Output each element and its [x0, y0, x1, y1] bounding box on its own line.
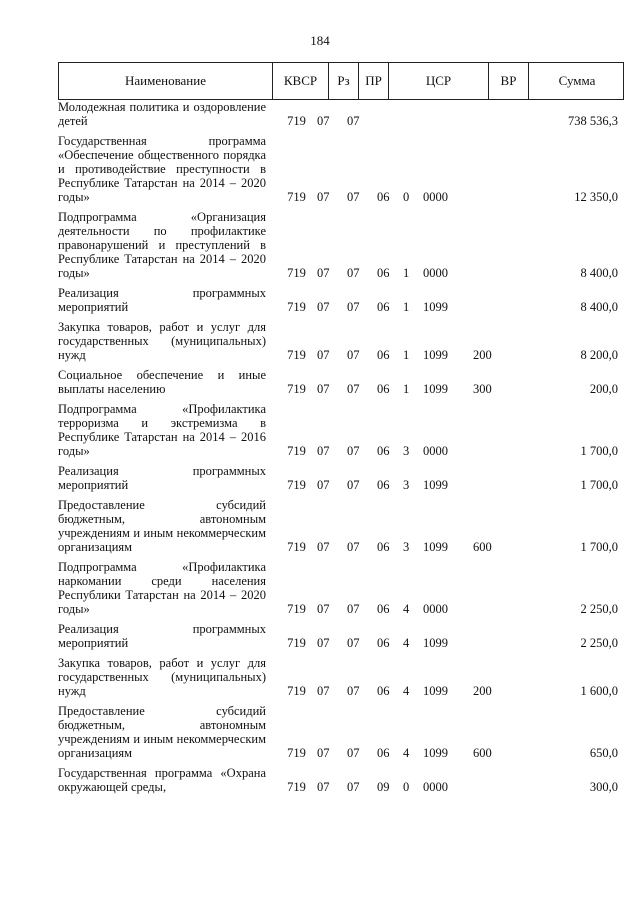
cell-csr3: 1099 [423, 382, 448, 396]
cell-csr2: 1 [403, 382, 410, 396]
cell-csr3: 1099 [423, 540, 448, 554]
cell-kvsr: 719 [287, 348, 306, 362]
cell-csr1: 06 [377, 602, 390, 616]
cell-csr3: 1099 [423, 684, 448, 698]
cell-pr: 07 [347, 348, 360, 362]
cell-csr1: 06 [377, 382, 390, 396]
cell-csr1: 06 [377, 478, 390, 492]
cell-name: Предоставление субсидий бюджетным, автономным учреждениям и иным некоммерческим организациям [58, 498, 266, 554]
table-row [58, 656, 624, 698]
cell-csr2: 4 [403, 636, 410, 650]
cell-sum: 1 700,0 [580, 444, 618, 458]
cell-name: Предоставление субсидий бюджетным, автономным учреждениям и иным некоммерческим организациям [58, 704, 266, 760]
cell-csr1: 06 [377, 190, 390, 204]
table-row [58, 402, 624, 458]
header-csr: ЦСР [389, 63, 489, 99]
cell-csr2: 1 [403, 266, 410, 280]
table-header [58, 62, 624, 100]
table-row [58, 210, 624, 280]
cell-kvsr: 719 [287, 478, 306, 492]
cell-name: Государственная программа «Обеспечение общественного порядка и противодействие преступности в Республике Татарстан на 2014 – 2020 годы» [58, 134, 266, 204]
cell-kvsr: 719 [287, 114, 306, 128]
cell-kvsr: 719 [287, 300, 306, 314]
cell-csr3: 1099 [423, 636, 448, 650]
cell-csr2: 3 [403, 444, 410, 458]
cell-name: Подпрограмма «Профилактика наркомании среди населения Республики Татарстан на 2014 – 2020 годы» [58, 560, 266, 616]
cell-vr: 200 [473, 684, 492, 698]
cell-pr: 07 [347, 636, 360, 650]
table-row [58, 498, 624, 554]
cell-pr: 07 [347, 602, 360, 616]
cell-csr1: 06 [377, 684, 390, 698]
cell-sum: 650,0 [589, 746, 618, 760]
cell-rz: 07 [317, 348, 330, 362]
header-kvsr: КВСР [273, 63, 329, 99]
cell-csr3: 0000 [423, 444, 448, 458]
cell-name: Молодежная политика и оздоровление детей [58, 100, 266, 128]
cell-vr: 600 [473, 540, 492, 554]
cell-csr1: 09 [377, 780, 390, 794]
cell-pr: 07 [347, 266, 360, 280]
cell-csr3: 0000 [423, 602, 448, 616]
cell-kvsr: 719 [287, 636, 306, 650]
cell-rz: 07 [317, 382, 330, 396]
cell-sum: 1 600,0 [580, 684, 618, 698]
header-vr: ВР [489, 63, 529, 99]
cell-rz: 07 [317, 266, 330, 280]
cell-csr1: 06 [377, 348, 390, 362]
cell-kvsr: 719 [287, 746, 306, 760]
cell-rz: 07 [317, 190, 330, 204]
table-row [58, 368, 624, 396]
cell-csr3: 0000 [423, 266, 448, 280]
cell-pr: 07 [347, 780, 360, 794]
cell-csr3: 1099 [423, 300, 448, 314]
table-row [58, 134, 624, 204]
cell-name: Закупка товаров, работ и услуг для государственных (муниципальных) нужд [58, 320, 266, 362]
cell-pr: 07 [347, 746, 360, 760]
cell-csr1: 06 [377, 444, 390, 458]
cell-rz: 07 [317, 684, 330, 698]
cell-rz: 07 [317, 780, 330, 794]
cell-csr3: 0000 [423, 780, 448, 794]
cell-kvsr: 719 [287, 684, 306, 698]
cell-kvsr: 719 [287, 780, 306, 794]
cell-sum: 300,0 [589, 780, 618, 794]
cell-rz: 07 [317, 114, 330, 128]
cell-pr: 07 [347, 190, 360, 204]
cell-csr3: 1099 [423, 746, 448, 760]
cell-rz: 07 [317, 300, 330, 314]
cell-sum: 1 700,0 [580, 540, 618, 554]
cell-sum: 2 250,0 [580, 602, 618, 616]
cell-kvsr: 719 [287, 190, 306, 204]
cell-csr3: 1099 [423, 478, 448, 492]
cell-sum: 8 400,0 [580, 300, 618, 314]
cell-sum: 1 700,0 [580, 478, 618, 492]
cell-csr1: 06 [377, 266, 390, 280]
cell-pr: 07 [347, 684, 360, 698]
cell-csr1: 06 [377, 540, 390, 554]
table-row [58, 100, 624, 128]
cell-csr2: 0 [403, 190, 410, 204]
cell-rz: 07 [317, 746, 330, 760]
cell-kvsr: 719 [287, 266, 306, 280]
cell-sum: 8 400,0 [580, 266, 618, 280]
header-rz: Рз [329, 63, 359, 99]
table-body [58, 100, 624, 794]
cell-vr: 300 [473, 382, 492, 396]
cell-csr2: 4 [403, 602, 410, 616]
cell-name: Реализация программных мероприятий [58, 464, 266, 492]
cell-vr: 200 [473, 348, 492, 362]
cell-pr: 07 [347, 382, 360, 396]
budget-table [58, 62, 624, 800]
cell-kvsr: 719 [287, 540, 306, 554]
cell-csr2: 0 [403, 780, 410, 794]
cell-name: Подпрограмма «Профилактика терроризма и экстремизма в Республике Татарстан на 2014 – 2016 годы» [58, 402, 266, 458]
cell-csr1: 06 [377, 636, 390, 650]
cell-sum: 2 250,0 [580, 636, 618, 650]
header-name: Наименование [59, 63, 273, 99]
cell-csr2: 3 [403, 540, 410, 554]
header-sum: Сумма [558, 73, 596, 88]
cell-pr: 07 [347, 114, 360, 128]
cell-csr2: 4 [403, 684, 410, 698]
page-number: 184 [310, 33, 330, 48]
table-row [58, 560, 624, 616]
cell-sum: 12 350,0 [574, 190, 618, 204]
header-pr: ПР [359, 63, 389, 99]
cell-pr: 07 [347, 444, 360, 458]
table-row [58, 286, 624, 314]
table-row [58, 766, 624, 794]
cell-rz: 07 [317, 636, 330, 650]
cell-kvsr: 719 [287, 382, 306, 396]
cell-name: Реализация программных мероприятий [58, 622, 266, 650]
cell-name: Государственная программа «Охрана окружающей среды, [58, 766, 266, 794]
table-row [58, 320, 624, 362]
cell-rz: 07 [317, 444, 330, 458]
cell-rz: 07 [317, 478, 330, 492]
cell-sum: 738 536,3 [568, 114, 618, 128]
table-row [58, 704, 624, 760]
cell-sum: 200,0 [589, 382, 618, 396]
cell-name: Закупка товаров, работ и услуг для государственных (муниципальных) нужд [58, 656, 266, 698]
cell-sum: 8 200,0 [580, 348, 618, 362]
cell-csr2: 4 [403, 746, 410, 760]
table-row [58, 622, 624, 650]
cell-pr: 07 [347, 478, 360, 492]
cell-name: Подпрограмма «Организация деятельности по профилактике правонарушений и преступлений в Республике Татарстан на 2014 – 2020 годы» [58, 210, 266, 280]
cell-name: Реализация программных мероприятий [58, 286, 266, 314]
cell-vr: 600 [473, 746, 492, 760]
cell-csr1: 06 [377, 300, 390, 314]
cell-rz: 07 [317, 540, 330, 554]
cell-csr1: 06 [377, 746, 390, 760]
cell-kvsr: 719 [287, 444, 306, 458]
cell-csr2: 1 [403, 300, 410, 314]
cell-csr3: 0000 [423, 190, 448, 204]
cell-csr2: 3 [403, 478, 410, 492]
table-row [58, 464, 624, 492]
cell-pr: 07 [347, 300, 360, 314]
cell-name: Социальное обеспечение и иные выплаты населению [58, 368, 266, 396]
cell-csr2: 1 [403, 348, 410, 362]
cell-kvsr: 719 [287, 602, 306, 616]
cell-rz: 07 [317, 602, 330, 616]
cell-csr3: 1099 [423, 348, 448, 362]
cell-pr: 07 [347, 540, 360, 554]
